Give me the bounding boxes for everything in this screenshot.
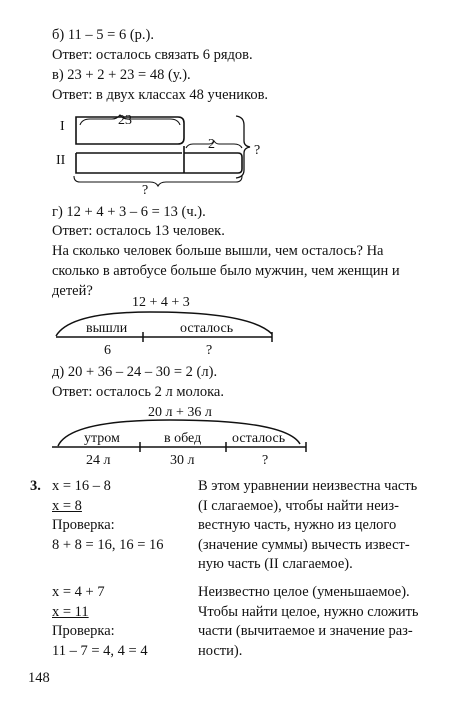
explanation-2-line: части (вычитаемое и значение раз- xyxy=(198,623,413,639)
explanation-1-line: ную часть (II слагаемое). xyxy=(198,556,353,572)
solution-v-equation: в) 23 + 2 + 23 = 48 (у.). xyxy=(52,67,191,83)
arc-total-label: 12 + 4 + 3 xyxy=(132,295,190,310)
extra-value: 2 xyxy=(208,137,215,152)
solution-b-answer: Ответ: осталось связать 6 рядов. xyxy=(52,47,253,63)
segment-label-stayed: осталось xyxy=(180,321,234,336)
total-question: ? xyxy=(254,143,261,158)
segment-label-left: осталось xyxy=(232,431,286,446)
segment-label-lunch: в обед xyxy=(164,431,202,446)
segment-value-out: 6 xyxy=(104,343,111,358)
segment-value-morning: 24 л xyxy=(86,453,111,468)
equation-1-result: x = 8 xyxy=(52,497,82,514)
equation-1-block xyxy=(52,477,164,555)
explanation-1-line: В этом уравнении неизвестна часть xyxy=(198,478,418,494)
top-value: 23 xyxy=(118,113,132,128)
equation-2-result: x = 11 xyxy=(52,603,89,620)
question-line-3: детей? xyxy=(52,283,93,299)
check-label-1: Проверка: xyxy=(52,517,115,533)
solution-d-answer: Ответ: осталось 2 л молока. xyxy=(52,384,224,400)
solution-g-equation: г) 12 + 4 + 3 – 6 = 13 (ч.). xyxy=(52,204,206,220)
equation-1: x = 16 – 8 xyxy=(52,478,111,494)
segment-value-lunch: 30 л xyxy=(170,453,195,468)
solution-d-equation: д) 20 + 36 – 24 – 30 = 2 (л). xyxy=(52,364,218,380)
explanation-1-line: вестную часть, нужно из целого xyxy=(198,517,397,533)
check-2: 11 – 7 = 4, 4 = 4 xyxy=(52,642,148,659)
task-number: 3. xyxy=(30,478,41,494)
solution-v-answer: Ответ: в двух классах 48 учеников. xyxy=(52,87,269,103)
explanation-2-line: Неизвестно целое (уменьшаемое). xyxy=(198,584,410,600)
row-label-2: II xyxy=(56,153,66,168)
segment-value-left: ? xyxy=(262,453,269,468)
segment-value-stayed: ? xyxy=(206,343,213,358)
explanation-2 xyxy=(198,583,419,661)
explanation-2-line: Чтобы найти целое, нужно сложить xyxy=(198,603,419,620)
check-label-2: Проверка: xyxy=(52,623,115,639)
question-line-1: На сколько человек больше вышли, чем осталось? На xyxy=(52,243,384,259)
question-line-2: сколько в автобусе больше было мужчин, чем женщин и xyxy=(52,263,400,279)
explanation-1-line: (значение суммы) вычесть извест- xyxy=(198,536,410,553)
solution-g-answer: Ответ: осталось 13 человек. xyxy=(52,223,225,239)
page-number: 148 xyxy=(28,670,50,686)
row-label-1: I xyxy=(60,119,65,134)
segment-label-morning: утром xyxy=(84,431,120,446)
equation-2-block xyxy=(52,583,148,661)
explanation-2-line: ности). xyxy=(198,642,243,659)
explanation-1-line: (I слагаемое), чтобы найти неиз- xyxy=(198,497,399,514)
check-1: 8 + 8 = 16, 16 = 16 xyxy=(52,536,164,553)
bottom-question: ? xyxy=(142,183,149,198)
segment-label-out: вышли xyxy=(86,321,128,336)
equation-2: x = 4 + 7 xyxy=(52,584,105,600)
solution-b-equation: б) 11 – 5 = 6 (р.). xyxy=(52,27,155,43)
arc-total-label: 20 л + 36 л xyxy=(148,405,212,420)
explanation-1 xyxy=(198,477,417,575)
